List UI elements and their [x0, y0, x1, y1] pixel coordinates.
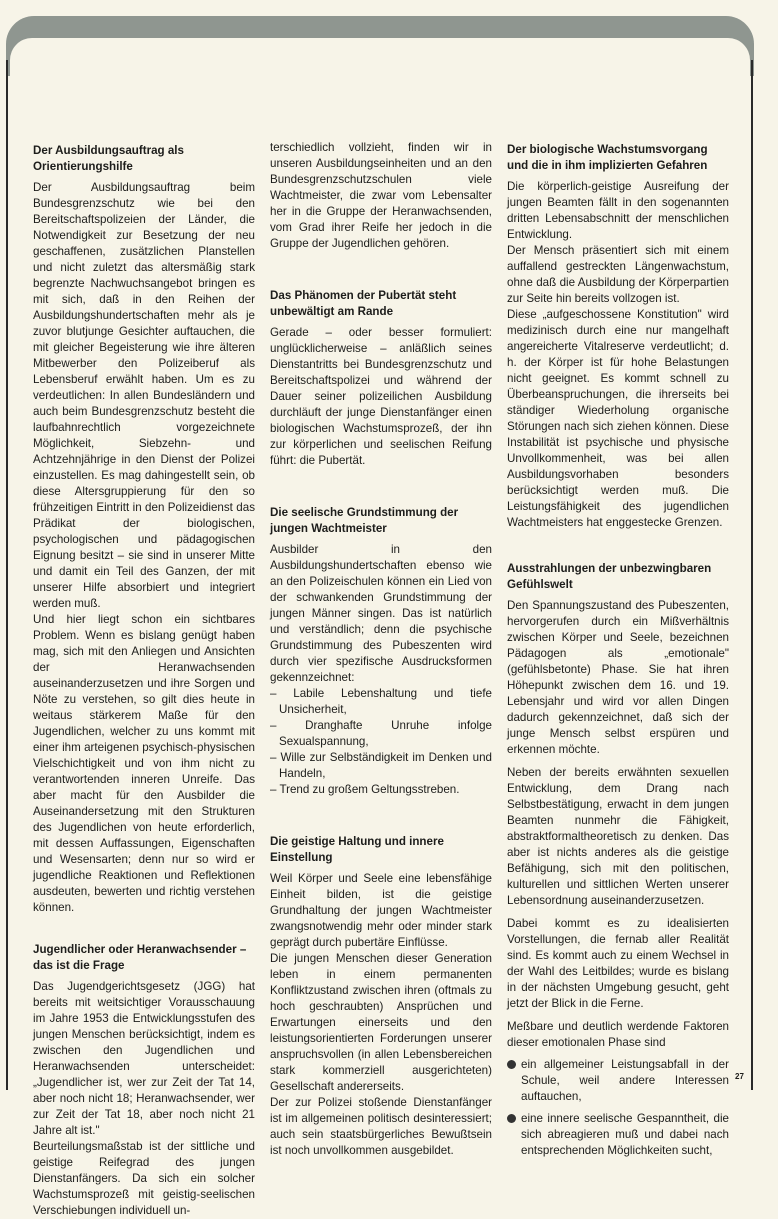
- paragraph: Der Mensch präsentiert sich mit einem auffallend gestreckten Längenwachstum, ohne daß die Ausbildung der Körperpartien zur Seite hin bereits vollzogen ist.: [507, 244, 729, 305]
- paragraph: Die körperlich-geistige Ausreifung der jungen Beamten fällt in den sogenannten dritten Lebensabschnitt der menschlichen Entwicklung.: [507, 180, 729, 241]
- paragraph: terschiedlich vollzieht, finden wir in unseren Ausbildungseinheiten und an den Bundesgrenzschutzschulen viele Wachtmeister, die zwar vom Lebensalter her in die Gruppe der Heranwachsenden, vom Grad ihrer Reife her jedoch in die Gruppe der Jugendlichen gehören.: [270, 141, 492, 250]
- section-heading: Das Phänomen der Pubertät steht unbewältigt am Rande: [270, 289, 457, 318]
- section-heading: Die seelische Grundstimmung der jungen Wachtmeister: [270, 506, 459, 535]
- bullet-icon: [507, 1060, 516, 1069]
- section-ausbildungsauftrag: [33, 143, 255, 916]
- paragraph: Und hier liegt schon ein sichtbares Problem. Wenn es bislang genügt haben mag, sich mit den Anliegen und Ansichten der Heranwachsenden auseinanderzusetzen und ihre Sorgen und Nöte zu verstehen, so gilt dies heute in weitaus stärkerem Maße für den Jugendlichen, welcher zu uns kommt mit einer ihm arteigenen psychisch-physischen Vielschichtigkeit und von ihm nicht zu verantwortenden inneren Unreife. Das aber macht für den Ausbilder die Auseinandersetzung mit den Strukturen des Jugendlichen von heute erforderlich, mit dessen Auffassungen, Eigenschaften und Wesensarten; denn nur so wird er jugendliche Reaktionen und Reflektionen ausdeuten, bewerten und richtig verstehen können.: [33, 613, 255, 914]
- bullet-icon: [507, 1114, 516, 1123]
- section-gefuehlswelt: [507, 561, 729, 1159]
- column-2: [270, 140, 492, 1159]
- paragraph: Dabei kommt es zu idealisierten Vorstellungen, die fernab aller Realität sind. Es kommt auch zu einem Wechsel in der Wahl des Leitbildes; wurde es bislang in der nächsten Umgebung gesucht, geht jetzt der Blick in die Ferne.: [507, 917, 729, 1010]
- section-heading: Der Ausbildungsauftrag als Orientierungshilfe: [33, 144, 184, 173]
- section-heading: Der biologische Wachstumsvorgang und die in ihm implizierten Gefahren: [507, 143, 708, 172]
- right-rule: [751, 60, 753, 1090]
- paragraph: Das Jugendgerichtsgesetz (JGG) hat bereits mit weitsichtiger Vorausschauung im Jahre 1953 die Entwicklungsstufen des jungen Menschen berücksichtigt, indem es zwischen den Jugendlichen und Heranwachsenden unterscheidet: „Jugendlicher ist, wer zur Zeit der Tat 14, aber noch nicht 18; Heranwachsender, wer zur Zeit der Tat 18, aber noch nicht 21 Jahre alt ist.": [33, 980, 255, 1137]
- section-jugendlicher: [33, 942, 255, 1219]
- paragraph: Den Spannungszustand des Pubeszenten, hervorgerufen durch ein Mißverhältnis zwischen Körper und Seele, bezeichnen Pädagogen als „emotionale" (gefühlsbetonte) Phase. Sie hat ihren Höhepunkt zwischen dem 16. und 19. Lebensjahr und wird vor allen Dingen dadurch gekennzeichnet, daß sich der junge Mensch selbst erspüren und erkennen möchte.: [507, 599, 729, 756]
- section-heading: Die geistige Haltung und innere Einstellung: [270, 835, 444, 864]
- list-item-text: ein allgemeiner Leistungsabfall in der Schule, weil andere Interessen auftauchen,: [521, 1058, 729, 1103]
- list-item: – Labile Lebenshaltung und tiefe Unsicherheit,: [270, 687, 492, 716]
- paragraph: Ausbilder in den Ausbildungshundertschaften ebenso wie an den Polizeischulen können ein Lied von der schwankenden Grundstimmung der jungen Männer singen. Das ist natürlich und verständlich; denn die psychische Grundstimmung des Pubeszenten wird durch vier spezifische Ausdrucksformen gekennzeichnet:: [270, 543, 492, 684]
- column-1: [33, 140, 255, 1219]
- paragraph: Der Ausbildungsauftrag beim Bundesgrenzschutz wie bei den Bereitschaftspolizeien der Länder, die Notwendigkeit zur Besetzung der neu geschaffenen, zusätzlichen Planstellen und nicht zuletzt das altersmäßig stark begrenzte Nachwuchsangebot bringen es mit sich, daß in den Reihen der Ausbildungshundertschaften mehr als je zuvor blutjunge Gesichter auftauchen, die mit gleicher Begeisterung wie ihre älteren Mitbewerber den Polizeiberuf als Lebensberuf erwählt haben. Um es zu verdeutlichen: In allen Bundesländern und auch beim Bundesgrenzschutz besteht die laufbahnrechtlich vorgezeichnete Möglichkeit, Siebzehn- und Achtzehnjährige in den Dienst der Polizei einzustellen. Es mag dahingestellt sein, ob diese Altersgruppierung für den so frühzeitigen Eintritt in den Polizeidienst das Prädikat der biologischen, psychologischen und pädagogischen Eignung besitzt – sie sind in unserer Mitte und damit ein Teil des Ganzen, der mit unserer Hilfe absorbiert und integriert werden muß.: [33, 181, 255, 610]
- section-heading: Jugendlicher oder Heranwachsender – das ist die Frage: [33, 943, 247, 972]
- section-grundstimmung: [270, 505, 492, 798]
- list-item: [507, 1111, 729, 1159]
- bullet-list: [507, 1057, 729, 1159]
- page-number: 27: [735, 1072, 744, 1081]
- paragraph: Beurteilungsmaßstab ist der sittliche und geistige Reifegrad des jungen Dienstanfängers. Da sich ein solcher Wachstumsprozeß mit geistig-seelischen Verschiebungen individuell un-: [33, 1140, 255, 1217]
- dash-list: [270, 686, 492, 798]
- paragraph: Diese „aufgeschossene Konstitution" wird medizinisch durch eine nur mangelhaft angereicherte Vitalreserve verdeutlicht; d. h. der Körper ist für hohe Belastungen nicht geeignet. Es kommt schnell zu Überbeanspruchungen, die ihrerseits bei ständiger Wiederholung organische Störungen nach sich ziehen können. Diese Instabilität ist psychische und physische Unvollkommenheit, was bei allen Ausbildungsvorhaben besonders berücksichtigt werden muß. Die Leistungsfähigkeit des jugendlichen Wachtmeisters hat enggestecke Grenzen.: [507, 308, 729, 529]
- section-geistige-haltung: [270, 834, 492, 1159]
- paragraph: Meßbare und deutlich werdende Faktoren dieser emotionalen Phase sind: [507, 1020, 729, 1049]
- list-item: [507, 1057, 729, 1105]
- frame-inner: [10, 38, 750, 98]
- paragraph: Die jungen Menschen dieser Generation leben in einem permanenten Konfliktzustand zwischen ihren (oftmals zu hoch geschraubten) Ansprüchen und Erwartungen einerseits und den leistungsorientierten Forderungen unserer anspruchsvollen (in allen Lebensbereichen stark kommerziell ausgerichteten) Gesellschaft andererseits.: [270, 952, 492, 1093]
- section-pubertaet: [270, 288, 492, 469]
- paragraph: Weil Körper und Seele eine lebensfähige Einheit bilden, ist die geistige Grundhaltung der jungen Wachtmeister zwangsnotwendig mehr oder minder stark geprägt durch pubertäre Einflüsse.: [270, 872, 492, 949]
- left-rule: [6, 60, 8, 1090]
- list-item: – Dranghafte Unruhe infolge Sexualspannung,: [270, 719, 492, 748]
- paragraph: Der zur Polizei stoßende Dienstanfänger ist im allgemeinen politisch desinteressiert; auch sein staatsbürgerliches Bewußtsein ist noch unvollkommen ausgebildet.: [270, 1096, 492, 1157]
- list-item-text: eine innere seelische Gespanntheit, die sich abreagieren muß und dabei nach entsprechenden Möglichkeiten sucht,: [521, 1112, 729, 1157]
- column-3: [507, 140, 729, 1165]
- list-item: – Wille zur Selbständigkeit im Denken und Handeln,: [270, 751, 492, 780]
- paragraph: Neben der bereits erwähnten sexuellen Entwicklung, dem Drang nach Selbstbestätigung, erwacht in dem jungen Beamten nunmehr die Fähigkeit, abstraktformaltheoretisch zu denken. Das aber ist nichts anderes als die geistige Befähigung, sich mit den politischen, kulturellen und sittlichen Werten unserer Lebensordnung auseinanderzusetzen.: [507, 766, 729, 907]
- section-heading: Ausstrahlungen der unbezwingbaren Gefühlswelt: [507, 562, 712, 591]
- paragraph: Gerade – oder besser formuliert: unglücklicherweise – anläßlich seines Dienstantritts bei Bundesgrenzschutz und Bereitschaftspolizei und während der Dauer seiner polizeilichen Ausbildung durchläuft der junge Dienstanfänger einen biologischen Wachstumsprozeß, der ihn zur körperlichen und seelischen Reifung führt: die Pubertät.: [270, 326, 492, 467]
- section-continuation: [270, 140, 492, 252]
- list-item: – Trend zu großem Geltungsstreben.: [270, 783, 460, 796]
- section-wachstumsvorgang: [507, 142, 729, 531]
